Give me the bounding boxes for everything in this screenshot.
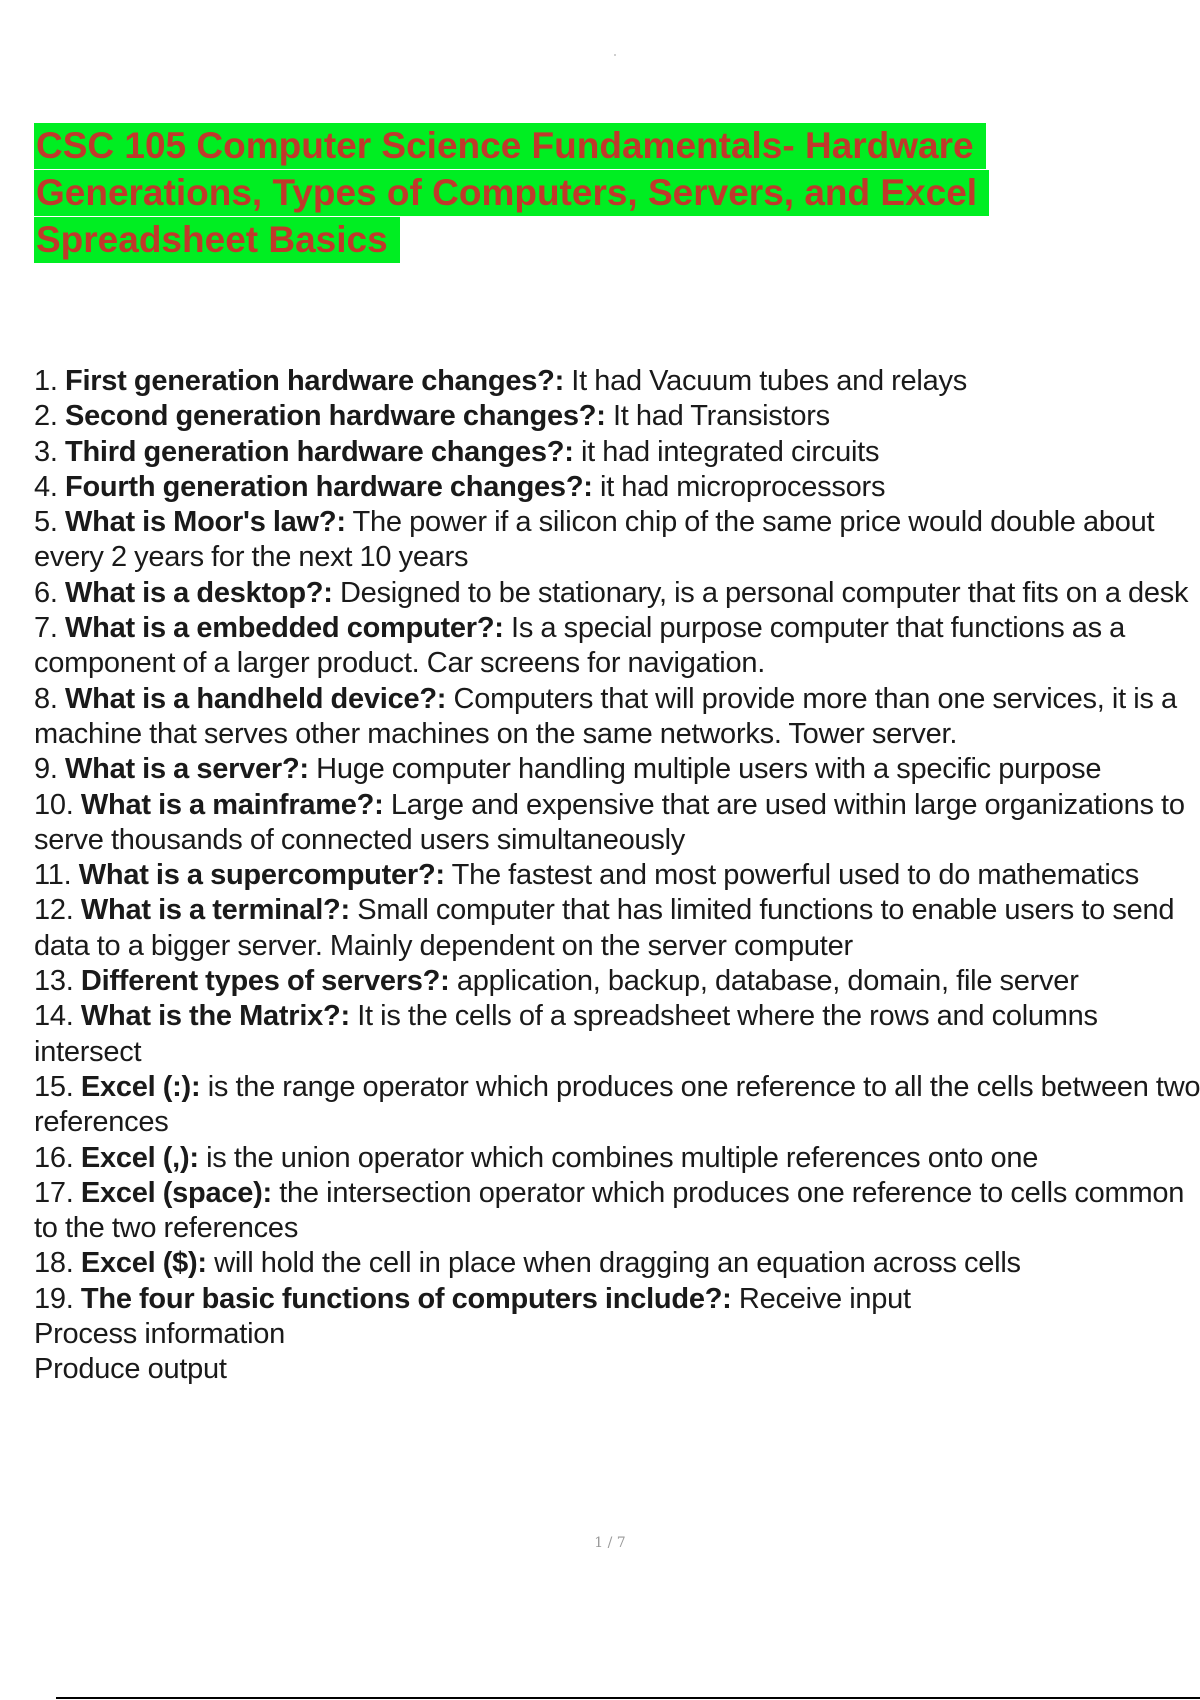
title-highlight: CSC 105 Computer Science Fundamentals- Hardware Generations, Types of Computers, Servers, and Excel Spreadsheet Basics [34, 123, 989, 263]
item-number: 2. [34, 400, 58, 433]
item-question: First generation hardware changes?: [65, 365, 564, 397]
item-question: Third generation hardware changes?: [65, 435, 574, 468]
page-mark [614, 54, 616, 56]
item-number: 13. [34, 965, 74, 998]
item-answer: it had microprocessors [600, 470, 886, 503]
question-answer-list [34, 364, 1200, 1388]
item-answer: will hold the cell in place when dragging an equation across cells [214, 1247, 1021, 1280]
item-question: Excel (,): [80, 1141, 199, 1174]
qa-item [34, 1141, 1200, 1176]
item-question: What is a desktop?: [65, 576, 333, 609]
qa-item [34, 576, 1200, 611]
item-number: 3. [34, 435, 58, 468]
qa-item [34, 1282, 1200, 1388]
item-question: Excel ($): [80, 1247, 207, 1280]
item-answer: It had Transistors [612, 400, 830, 433]
item-question: What is a mainframe?: [80, 788, 384, 821]
qa-item [34, 964, 1200, 999]
item-question: What is the Matrix?: [80, 1000, 350, 1033]
item-number: 8. [34, 682, 58, 715]
item-answer: It had Vacuum tubes and relays [571, 365, 967, 397]
item-number: 16. [34, 1141, 74, 1174]
item-number: 10. [34, 788, 74, 821]
page-bottom-rule [56, 1697, 1200, 1699]
item-number: 18. [34, 1247, 74, 1280]
qa-item [34, 1176, 1200, 1247]
qa-item [34, 1246, 1200, 1281]
qa-item [34, 682, 1200, 753]
item-number: 7. [34, 612, 58, 645]
item-question: Excel (:): [80, 1070, 201, 1103]
item-question: Fourth generation hardware changes?: [65, 470, 593, 503]
qa-item [34, 611, 1200, 682]
item-answer: Receive input [738, 1282, 911, 1315]
qa-item [34, 788, 1200, 859]
qa-item [34, 470, 1200, 505]
item-question: Excel (space): [80, 1176, 272, 1209]
item-question: What is a supercomputer?: [78, 859, 445, 892]
page-indicator: 1 / 7 [594, 1535, 626, 1551]
item-number: 4. [34, 470, 58, 503]
item-answer: Computers that will provide more than one services, it is a machine that serves other machines on the same networks. Tower server. [34, 682, 1177, 750]
item-answer: Large and expensive that are used within large organizations to serve thousands of connected users simultaneously [34, 788, 1185, 856]
item-answer: application, backup, database, domain, file server [456, 965, 1079, 998]
item-question: What is a server?: [65, 753, 309, 786]
item-answer: is the range operator which produces one reference to all the cells between two references [34, 1070, 1200, 1139]
qa-item [34, 1070, 1200, 1141]
qa-item [34, 505, 1200, 576]
item-number: 12. [34, 894, 74, 927]
item-answer: Is a special purpose computer that functions as a component of a larger product. Car screens for navigation. [34, 612, 1126, 680]
item-question: Second generation hardware changes?: [65, 400, 606, 433]
item-number: 14. [34, 1000, 74, 1033]
item-number: 9. [34, 753, 58, 786]
item-answer: It is the cells of a spreadsheet where the rows and columns intersect [34, 1000, 1098, 1068]
item-answer: it had integrated circuits [580, 435, 880, 468]
item-number: 6. [34, 576, 58, 609]
item-question: What is Moor's law?: [65, 506, 346, 539]
qa-item [34, 752, 1200, 787]
item-question: The four basic functions of computers include?: [80, 1282, 732, 1315]
item-number: 1. [34, 365, 58, 397]
item-answer: the intersection operator which produces one reference to cells common to the two references [34, 1176, 1185, 1245]
item-answer-line: Process information [34, 1318, 286, 1351]
item-answer: Small computer that has limited functions to enable users to send data to a bigger server. Mainly dependent on the server computer [34, 894, 1175, 962]
qa-item [34, 858, 1200, 893]
item-answer: is the union operator which combines multiple references onto one [206, 1141, 1039, 1174]
document-title [34, 122, 1134, 263]
item-question: What is a handheld device?: [65, 682, 447, 715]
qa-item [34, 999, 1200, 1070]
item-question: What is a embedded computer?: [65, 612, 504, 645]
item-answer: Huge computer handling multiple users with a specific purpose [316, 753, 1102, 786]
item-number: 11. [34, 859, 72, 892]
item-answer: The fastest and most powerful used to do mathematics [451, 859, 1140, 892]
qa-item [34, 364, 1200, 399]
item-number: 5. [34, 506, 58, 539]
item-answer-line: Produce output [34, 1353, 227, 1386]
item-answer: The power if a silicon chip of the same price would double about every 2 years for the next 10 years [34, 506, 1155, 574]
item-number: 17. [34, 1176, 74, 1209]
item-number: 19. [34, 1282, 74, 1315]
item-question: Different types of servers?: [80, 965, 450, 998]
item-number: 15. [34, 1070, 74, 1103]
qa-item [34, 399, 1200, 434]
qa-item [34, 435, 1200, 470]
item-answer: Designed to be stationary, is a personal computer that fits on a desk [339, 576, 1189, 609]
qa-item [34, 893, 1200, 964]
item-question: What is a terminal?: [80, 894, 350, 927]
